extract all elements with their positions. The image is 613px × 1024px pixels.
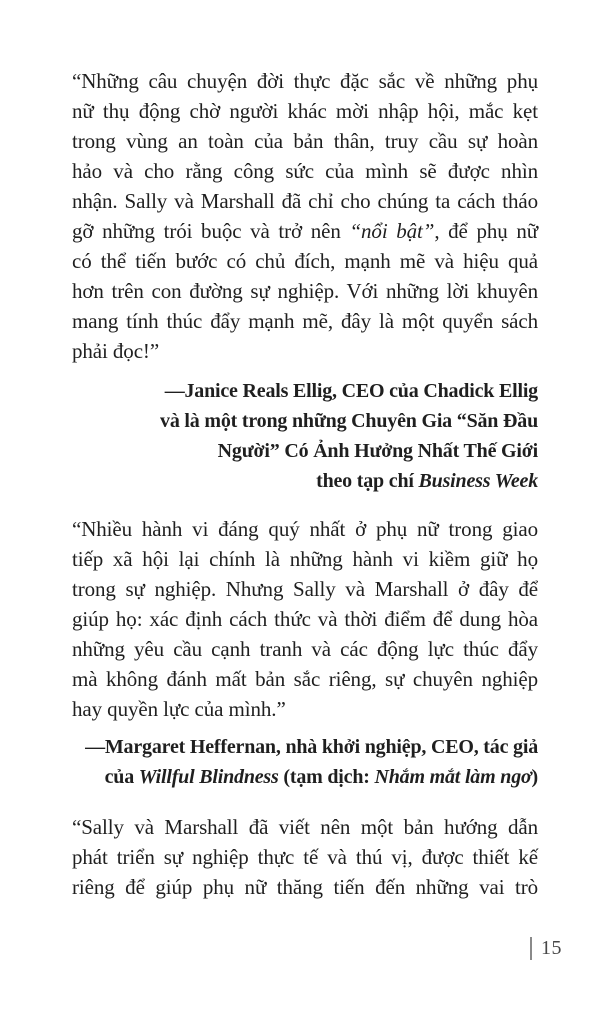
text-segment: những yêu cầu cạnh tranh và các động lực thúc đẩy (72, 637, 538, 661)
text-segment: tiếp xã hội lại chính là những hành vi kiềm giữ họ (72, 547, 538, 571)
italic-text-segment: Willful Blindness (138, 766, 279, 788)
text-line (72, 762, 538, 792)
text-segment: , để phụ nữ (434, 219, 539, 243)
italic-text-segment: Business Week (418, 470, 538, 492)
text-segment: trong vùng an toàn của bản thân, truy cầu sự hoàn (72, 129, 538, 153)
text-segment: theo tạp chí (316, 470, 419, 492)
text-segment: riêng để giúp phụ nữ thăng tiến đến những vai trò (72, 875, 538, 899)
text-segment: hay quyền lực của mình.” (72, 697, 286, 721)
text-line (72, 376, 538, 406)
text-segment: —Margaret Heffernan, nhà khởi nghiệp, CEO, tác giả (85, 736, 538, 758)
text-line (72, 306, 538, 336)
text-line (72, 336, 538, 366)
text-segment: có thể tiến bước có chủ đích, mạnh mẽ và hiệu quả (72, 249, 538, 273)
testimonial-quote-1 (72, 66, 538, 366)
attribution-2 (72, 732, 538, 792)
text-line (72, 96, 538, 126)
page-footer (530, 937, 562, 960)
text-segment: gỡ những trói buộc và trở nên (72, 219, 350, 243)
text-line (72, 436, 538, 466)
testimonial-quote-2 (72, 514, 538, 724)
text-line (72, 514, 538, 544)
text-line (72, 604, 538, 634)
text-line (72, 156, 538, 186)
text-segment: —Janice Reals Ellig, CEO của Chadick Ellig (164, 380, 538, 402)
text-segment: giúp họ: xác định cách thức và thời điểm để dung hòa (72, 607, 538, 631)
text-segment: Người” Có Ảnh Hưởng Nhất Thế Giới (217, 440, 538, 462)
text-line (72, 812, 538, 842)
text-line (72, 186, 538, 216)
text-segment: nữ thụ động chờ người khác mời nhập hội, mắc kẹt (72, 99, 538, 123)
text-segment: nhận. Sally và Marshall đã chỉ cho chúng ta cách tháo (72, 189, 538, 213)
italic-text-segment: “nổi bật” (349, 219, 435, 243)
text-segment: (tạm dịch: (278, 766, 375, 788)
text-line (72, 246, 538, 276)
page-content (72, 66, 538, 902)
text-line (72, 664, 538, 694)
text-line (72, 872, 538, 902)
page-number: 15 (541, 937, 562, 959)
text-segment: mà không đánh mất bản sắc riêng, sự chuyên nghiệp (72, 667, 538, 691)
text-segment: mang tính thúc đẩy mạnh mẽ, đây là một quyển sách (72, 309, 538, 333)
text-segment: phát triển sự nghiệp thực tế và thú vị, được thiết kế (72, 845, 538, 869)
text-segment: của (104, 766, 139, 788)
text-line (72, 842, 538, 872)
text-segment: hơn trên con đường sự nghiệp. Với những lời khuyên (72, 279, 538, 303)
text-segment: trong sự nghiệp. Nhưng Sally và Marshall ở đây để (72, 577, 538, 601)
text-segment: phải đọc!” (72, 339, 160, 363)
page-number-divider (530, 937, 532, 960)
italic-text-segment: Nhắm mắt làm ngơ (374, 766, 532, 788)
text-line (72, 216, 538, 246)
text-segment: hảo và cho rằng công sức của mình sẽ được nhìn (72, 159, 538, 183)
text-line (72, 694, 538, 724)
text-line (72, 634, 538, 664)
text-line (72, 574, 538, 604)
text-segment: “Sally và Marshall đã viết nên một bản hướng dẫn (72, 815, 538, 839)
text-segment: và là một trong những Chuyên Gia “Săn Đầu (160, 410, 538, 432)
text-line (72, 406, 538, 436)
text-line (72, 126, 538, 156)
testimonial-quote-3 (72, 812, 538, 902)
text-line (72, 276, 538, 306)
text-line (72, 544, 538, 574)
text-segment: “Những câu chuyện đời thực đặc sắc về những phụ (72, 69, 538, 93)
text-line (72, 732, 538, 762)
text-segment: “Nhiều hành vi đáng quý nhất ở phụ nữ trong giao (72, 517, 538, 541)
text-segment: ) (531, 766, 538, 788)
text-line (72, 466, 538, 496)
attribution-1 (72, 376, 538, 496)
text-line (72, 66, 538, 96)
